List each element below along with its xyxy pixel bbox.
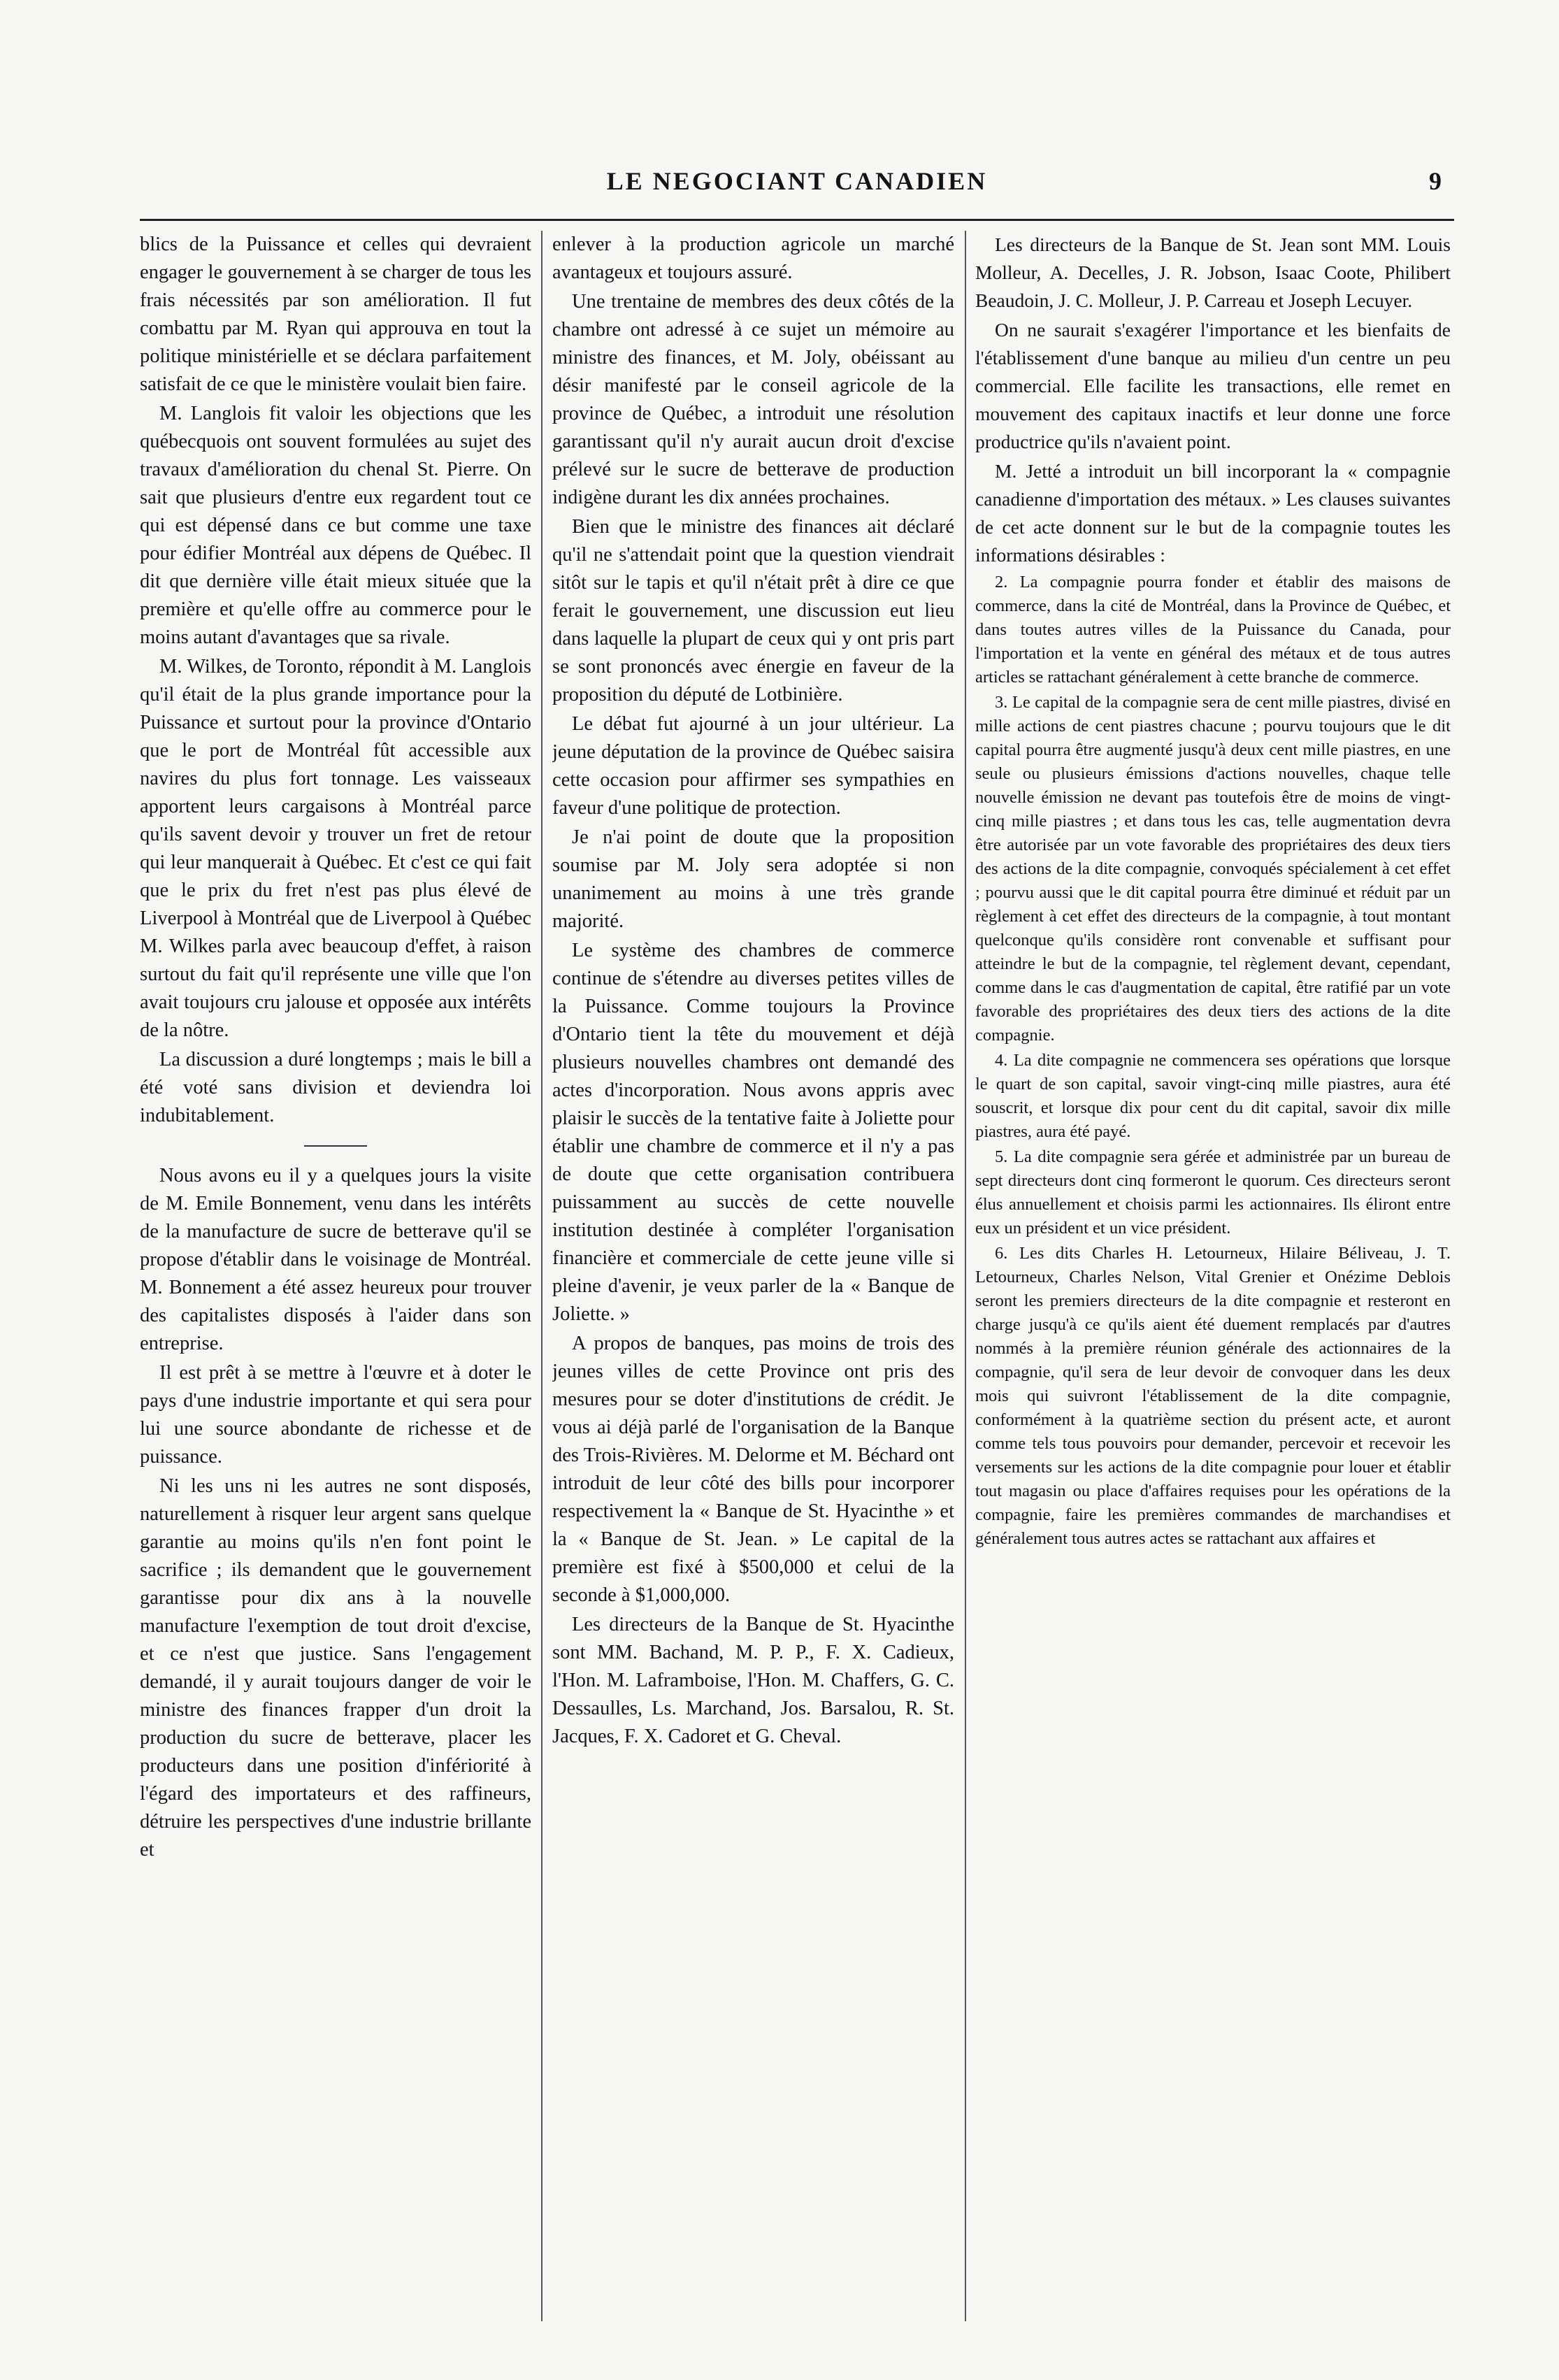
paragraph: Le débat fut ajourné à un jour ultérieur. La jeune députation de la province de Québec saisira cette occasion pour affirmer ses sympathies en faveur d'une politique de protection. (552, 713, 954, 819)
page-header (140, 166, 1454, 208)
paragraph: blics de la Puissance et celles qui devraient engager le gouvernement à se charger de tous les frais nécessités par son amélioration. Il fut combattu par M. Ryan qui approuva en tout la politique ministérielle et se déclara parfaitement satisfait de ce que le ministère voulait bien faire. (140, 234, 531, 395)
column-1 (140, 231, 531, 2328)
column-2 (552, 231, 954, 2328)
paragraph: M. Wilkes, de Toronto, répondit à M. Langlois qu'il était de la plus grande importance pour la Puissance et surtout pour la province d'Ontario que le port de Montréal fût accessible aux navires du plus fort tonnage. Les vaisseaux apportent leurs cargaisons à Montréal parce qu'ils savent devoir y trouver un fret de retour qui leur manquerait à Québec. Et c'est ce qui fait que le prix du fret n'est pas plus élevé de Liverpool à Montréal que de Liverpool à Québec M. Wilkes parla avec beaucoup d'effet, à raison surtout du fait qu'il représente une ville que l'on avait toujours cru jalouse et opposée aux intérêts de la nôtre. (140, 656, 531, 1041)
paragraph: La discussion a duré longtemps ; mais le bill a été voté sans division et deviendra loi indubitablement. (140, 1049, 531, 1126)
paragraph: Bien que le ministre des finances ait déclaré qu'il ne s'attendait point que la question viendrait sitôt sur le tapis et qu'il n'était prêt à dire ce que ferait le gouvernement, une discussion eut lieu dans laquelle la plupart de ceux qui y ont pris part se sont prononcés avec énergie en faveur de la proposition du député de Lotbinière. (552, 516, 954, 705)
clause: 5. La dite compagnie sera gérée et administrée par un bureau de sept directeurs dont cinq formeront le quorum. Ces directeurs seront élus annuellement et choisis parmi les actionnaires. Ils éliront entre eux un président et un vice président. (975, 1147, 1451, 1238)
paragraph: Il est prêt à se mettre à l'œuvre et à doter le pays d'une industrie importante et qui sera pour lui une source abondante de richesse et de puissance. (140, 1362, 531, 1468)
section-separator (304, 1145, 367, 1147)
column-divider (965, 231, 966, 2321)
column-divider (541, 231, 543, 2321)
clause: 4. La dite compagnie ne commencera ses opérations que lorsque le quart de son capital, savoir vingt-cinq mille piastres, aura été souscrit, et lorsque dix pour cent du dit capital, savoir dix mille piastres, aura été payé. (975, 1051, 1451, 1141)
paragraph: M. Langlois fit valoir les objections que les québecquois ont souvent formulées au sujet des travaux d'amélioration du chenal St. Pierre. On sait que plusieurs d'entre eux regardent tout ce qui est dépensé dans ce but comme une taxe pour édifier Montréal aux dépens de Québec. Il dit que dernière ville était mieux située que la première et qu'elle offre au commerce pour le moins autant d'avantages que sa rivale. (140, 403, 531, 648)
paragraph: On ne saurait s'exagérer l'importance et les bienfaits de l'établissement d'une banque au milieu d'un centre un peu commercial. Elle facilite les transactions, elle remet en mouvement des capitaux inactifs et leur donne une force productrice qu'ils n'avaient point. (975, 319, 1451, 452)
paragraph: enlever à la production agricole un marché avantageux et toujours assuré. (552, 234, 954, 283)
paragraph: Ni les uns ni les autres ne sont disposés, naturellement à risquer leur argent sans quelque garantie au moins qu'ils n'en font point le sacrifice ; ils demandent que le gouvernement garantisse pour dix ans à la nouvelle manufacture l'exemption de tout droit d'excise, et ce n'est que justice. Sans l'engagement demandé, il y aurait toujours danger de voir le ministre des finances frapper d'un droit la production du sucre de betterave, placer les producteurs dans une position d'infériorité à l'égard des importateurs et des raffineurs, détruire les perspectives d'une industrie brillante et (140, 1475, 531, 1861)
header-rule (140, 219, 1454, 221)
paragraph: Une trentaine de membres des deux côtés de la chambre ont adressé à ce sujet un mémoire au ministre des finances, et M. Joly, obéissant au désir manifesté par le conseil agricole de la province de Québec, a introduit une résolution garantissant qu'il n'y aurait aucun droit d'excise prélevé sur le sucre de betterave de production indigène durant les dix années prochaines. (552, 291, 954, 508)
paragraph: A propos de banques, pas moins de trois des jeunes villes de cette Province ont pris des mesures pour se doter d'institutions de crédit. Je vous ai déjà parlé de l'organisation de la Banque des Trois-Rivières. M. Delorme et M. Béchard ont introduit de leur côté des bills pour incorporer respectivement la « Banque de St. Hyacinthe » et la « Banque de St. Jean. » Le capital de la première est fixé à $500,000 et celui de la seconde à $1,000,000. (552, 1333, 954, 1606)
paragraph: Je n'ai point de doute que la proposition soumise par M. Joly sera adoptée si non unanimement au moins à une très grande majorité. (552, 826, 954, 932)
paragraph: Les directeurs de la Banque de St. Jean sont MM. Louis Molleur, A. Decelles, J. R. Jobson, Isaac Coote, Philibert Beaudoin, J. C. Molleur, J. P. Carreau et Joseph Lecuyer. (975, 234, 1451, 311)
page-number: 9 (1429, 167, 1442, 195)
clause: 3. Le capital de la compagnie sera de cent mille piastres, divisé en mille actions de cent piastres chacune ; pourvu toujours que le dit capital pourra être augmenté jusqu'à deux cent mille piastres, en une seule ou plusieurs émissions d'actions nouvelles, chaque telle nouvelle émission ne devant pas toutefois être de moins de vingt-cinq mille piastres ; et dans tous les cas, telle augmentation devra être autorisée par un vote favorable des propriétaires des deux tiers des actions de la dite compagnie, convoqués spécialement à cet effet ; pourvu aussi que le dit capital pourra être diminué et réduit par un règlement à cet effet des directeurs de la compagnie, à tout montant quelconque qu'ils considère ront convenable et suffisant pour atteindre le but de la compagnie, tel règlement devant, cependant, comme dans le cas d'augmentation de capital, être ratifié par un vote favorable des propriétaires des deux tiers des actions de la dite compagnie. (975, 693, 1451, 1045)
clause: 2. La compagnie pourra fonder et établir des maisons de commerce, dans la cité de Montréal, dans la Province de Québec, et dans toutes autres villes de la Puissance du Canada, pour l'importation et la vente en général des métaux et de tous autres articles se rattachant généralement à cette branche de commerce. (975, 573, 1451, 687)
paragraph: Les directeurs de la Banque de St. Hyacinthe sont MM. Bachand, M. P. P., F. X. Cadieux, l'Hon. M. Laframboise, l'Hon. M. Chaffers, G. C. Dessaulles, Ls. Marchand, Jos. Barsalou, R. St. Jacques, F. X. Cadoret et G. Cheval. (552, 1614, 954, 1747)
paragraph: Le système des chambres de commerce continue de s'étendre au diverses petites villes de la Puissance. Comme toujours la Province d'Ontario tient la tête du mouvement et déjà plusieurs nouvelles chambres ont demandé des actes d'incorporation. Nous avons appris avec plaisir le succès de la tentative faite à Joliette pour établir une chambre de commerce et il n'y a pas de doute que cette organisation contribuera puissamment au succès de cette nouvelle institution destinée à compléter l'organisation financière et commerciale de cette jeune ville si pleine d'avenir, je veux parler de la « Banque de Joliette. » (552, 940, 954, 1325)
clause: 6. Les dits Charles H. Letourneux, Hilaire Béliveau, J. T. Letourneux, Charles Nelson, Vital Grenier et Onézime Deblois seront les premiers directeurs de la dite compagnie et resteront en charge jusqu'à ce qu'ils aient été duement remplacés par d'autres nommés à la première réunion générale des actionnaires de la compagnie, qu'il sera de leur devoir de convoquer dans les deux mois qui suivront l'établissement de la dite compagnie, conformément à la quatrième section du présent acte, et auront comme tels tous pouvoirs pour demander, percevoir et recevoir les versements sur les actions de la dite compagnie pour louer et établir tout magasin ou place d'affaires requises pour les opérations de la compagnie, faire les premières commandes de marchandises et généralement tous autres actes se rattachant aux affaires et (975, 1244, 1451, 1548)
newspaper-title: LE NEGOCIANT CANADIEN (606, 167, 988, 195)
bill-clauses (975, 571, 1451, 1551)
paragraph: M. Jetté a introduit un bill incorporant la « compagnie canadienne d'importation des métaux. » Les clauses suivantes de cet acte donnent sur le but de la compagnie toutes les informations désirables : (975, 460, 1451, 566)
column-3 (975, 231, 1451, 2328)
paragraph: Nous avons eu il y a quelques jours la visite de M. Emile Bonnement, venu dans les intérêts de la manufacture de sucre de betterave qu'il se propose d'établir dans le voisinage de Montréal. M. Bonnement a été assez heureux pour trouver des capitalistes disposés à l'aider dans son entreprise. (140, 1165, 531, 1354)
